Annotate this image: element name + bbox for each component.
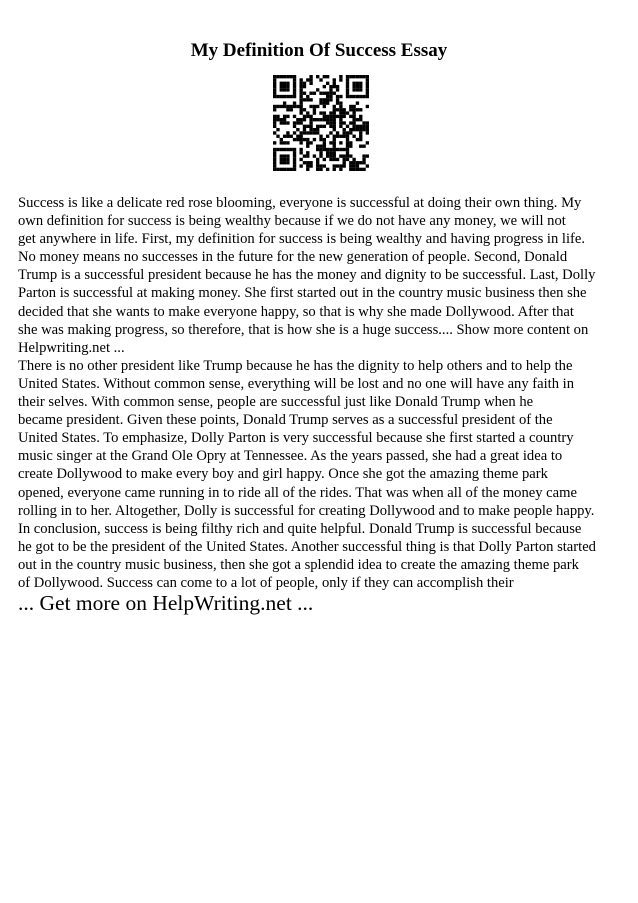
essay-body	[18, 194, 621, 592]
essay-line: music singer at the Grand Ole Opry at Tennessee. As the years passed, she had a great idea to	[18, 448, 563, 465]
page-title: My Definition Of Success Essay	[190, 40, 448, 61]
essay-line: United States. To emphasize, Dolly Parton is very successful because she first started a country	[18, 430, 574, 447]
essay-line: There is no other president like Trump because he has the dignity to help others and to help the	[18, 357, 573, 374]
essay-line: Success is like a delicate red rose blooming, everyone is successful at doing their own thing. My	[18, 195, 582, 211]
essay-line: Trump is a successful president because he has the money and dignity to be successful. Last, Dolly	[18, 267, 596, 284]
essay-line: opened, everyone came running in to ride all of the rides. That was when all of the money came	[18, 484, 577, 501]
get-more-link[interactable]: ... Get more on HelpWriting.net ...	[18, 591, 314, 615]
essay-line: get anywhere in life. First, my definition for success is being wealthy and having progress in life.	[18, 231, 585, 248]
essay-line: decided that she wants to make everyone happy, so that is why she made Dollywood. After that	[18, 303, 574, 320]
essay-line: create Dollywood to make every boy and girl happy. Once she got the amazing theme park	[18, 466, 548, 483]
essay-line: of Dollywood. Success can come to a lot of people, only if they can accomplish their	[18, 574, 514, 591]
essay-line: United States. Without common sense, everything will be lost and no one will have any faith in	[18, 375, 575, 392]
essay-line: No money means no successes in the future for the new generation of people. Second, Donald	[18, 249, 568, 266]
essay-line: out in the country music business, then she got a splendid idea to create the amazing theme park	[18, 556, 579, 573]
essay-line: rolling in to her. Altogether, Dolly is successful for creating Dollywood and to make people happy.	[18, 502, 595, 519]
essay-line: own definition for success is being wealthy because if we do not have any money, we will not	[18, 213, 566, 230]
essay-line: he got to be the president of the United States. Another successful thing is that Dolly Parton started	[18, 538, 596, 555]
essay-line: Helpwriting.net ...	[18, 339, 125, 356]
essay-line: she was making progress, so therefore, that is how she is a huge success.... Show more content on	[18, 321, 589, 338]
essay-line: their selves. With common sense, people are successful just like Donald Trump when he	[18, 394, 534, 411]
essay-line: became president. Given these points, Donald Trump serves as a successful president of the	[18, 412, 553, 429]
essay-line: Parton is successful at making money. She first started out in the country music business then she	[18, 285, 587, 302]
qr-code-icon	[273, 75, 369, 171]
essay-line: In conclusion, success is being filthy rich and quite helpful. Donald Trump is successful because	[18, 520, 582, 537]
